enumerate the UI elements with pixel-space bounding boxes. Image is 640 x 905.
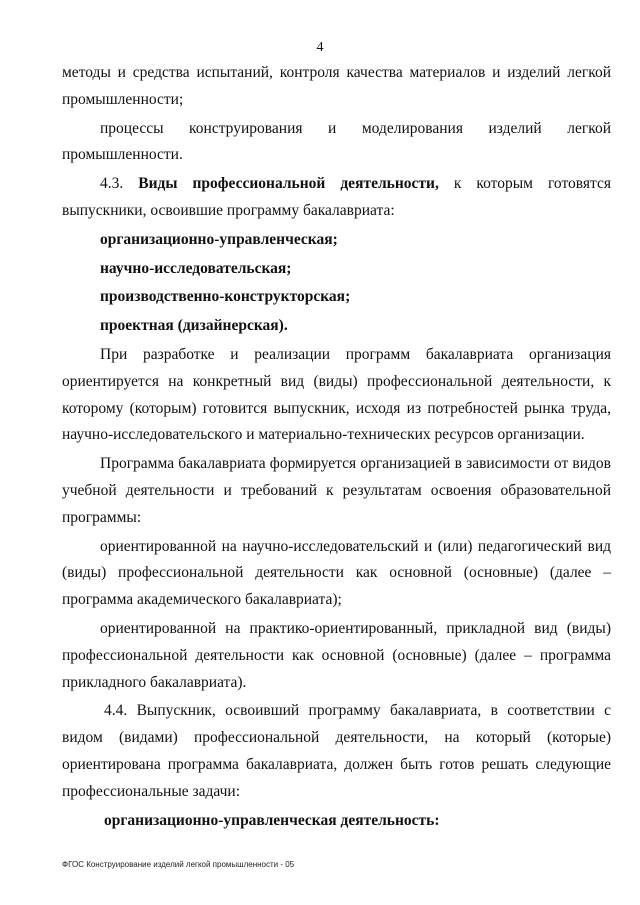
paragraph-activity-types (62, 171, 611, 225)
list-item-project-design: проектная (дизайнерская). (100, 317, 288, 335)
page-number: 4 (316, 40, 324, 55)
list-item-research: научно-исследовательская; (100, 259, 292, 277)
list-item-management: организационно-управленческая; (100, 230, 338, 248)
section-number-4-3: 4.3. (100, 175, 139, 193)
paragraph-processes: процессы конструирования и моделирования изделий легкой промышленности. (62, 119, 611, 164)
document-body (62, 60, 611, 834)
paragraph-applied-bachelor: ориентированной на практико-ориентированный, прикладной вид (виды) профессиональной деятельности как основной (основные) (далее – программа прикладного бакалавриата). (62, 619, 611, 691)
paragraph-methods: методы и средства испытаний, контроля качества материалов и изделий легкой промышленности; (62, 64, 611, 108)
paragraph-academic-bachelor: ориентированной на научно-исследовательский и (или) педагогический вид (виды) профессиональной деятельности как основной (основные) (далее – программа академического бакалавриата); (62, 537, 611, 609)
activity-types-text: к которым готовятся выпускники, освоившие программу бакалавриата: (62, 175, 612, 219)
paragraph-orientation: При разработке и реализации программ бакалавриата организация ориентируется на конкретный вид (виды) профессиональной деятельности, к которому (которым) готовится выпускник, исходя из потребностей рынка труда, научно-исследовательского и материально-технических ресурсов организации. (62, 345, 611, 444)
paragraph-program-formation: Программа бакалавриата формируется организацией в зависимости от видов учебной деятельности и требований к результатам освоения образовательной программы: (62, 455, 611, 526)
heading-management-activity: организационно-управленческая деятельность: (104, 811, 440, 829)
page-footer: ФГОС Конструирование изделий легкой промышленности - 05 (62, 860, 295, 869)
paragraph-graduate-tasks: 4.4. Выпускник, освоивший программу бакалавриата, в соответствии с видом (видами) профессиональной деятельности, на который (которые) ориентирована программа бакалавриата, должен быть готов решать следующие профессиональные задачи: (62, 702, 611, 800)
activity-types-heading: Виды профессиональной деятельности, (138, 175, 439, 193)
list-item-production-design: производственно-конструкторская; (100, 288, 351, 306)
